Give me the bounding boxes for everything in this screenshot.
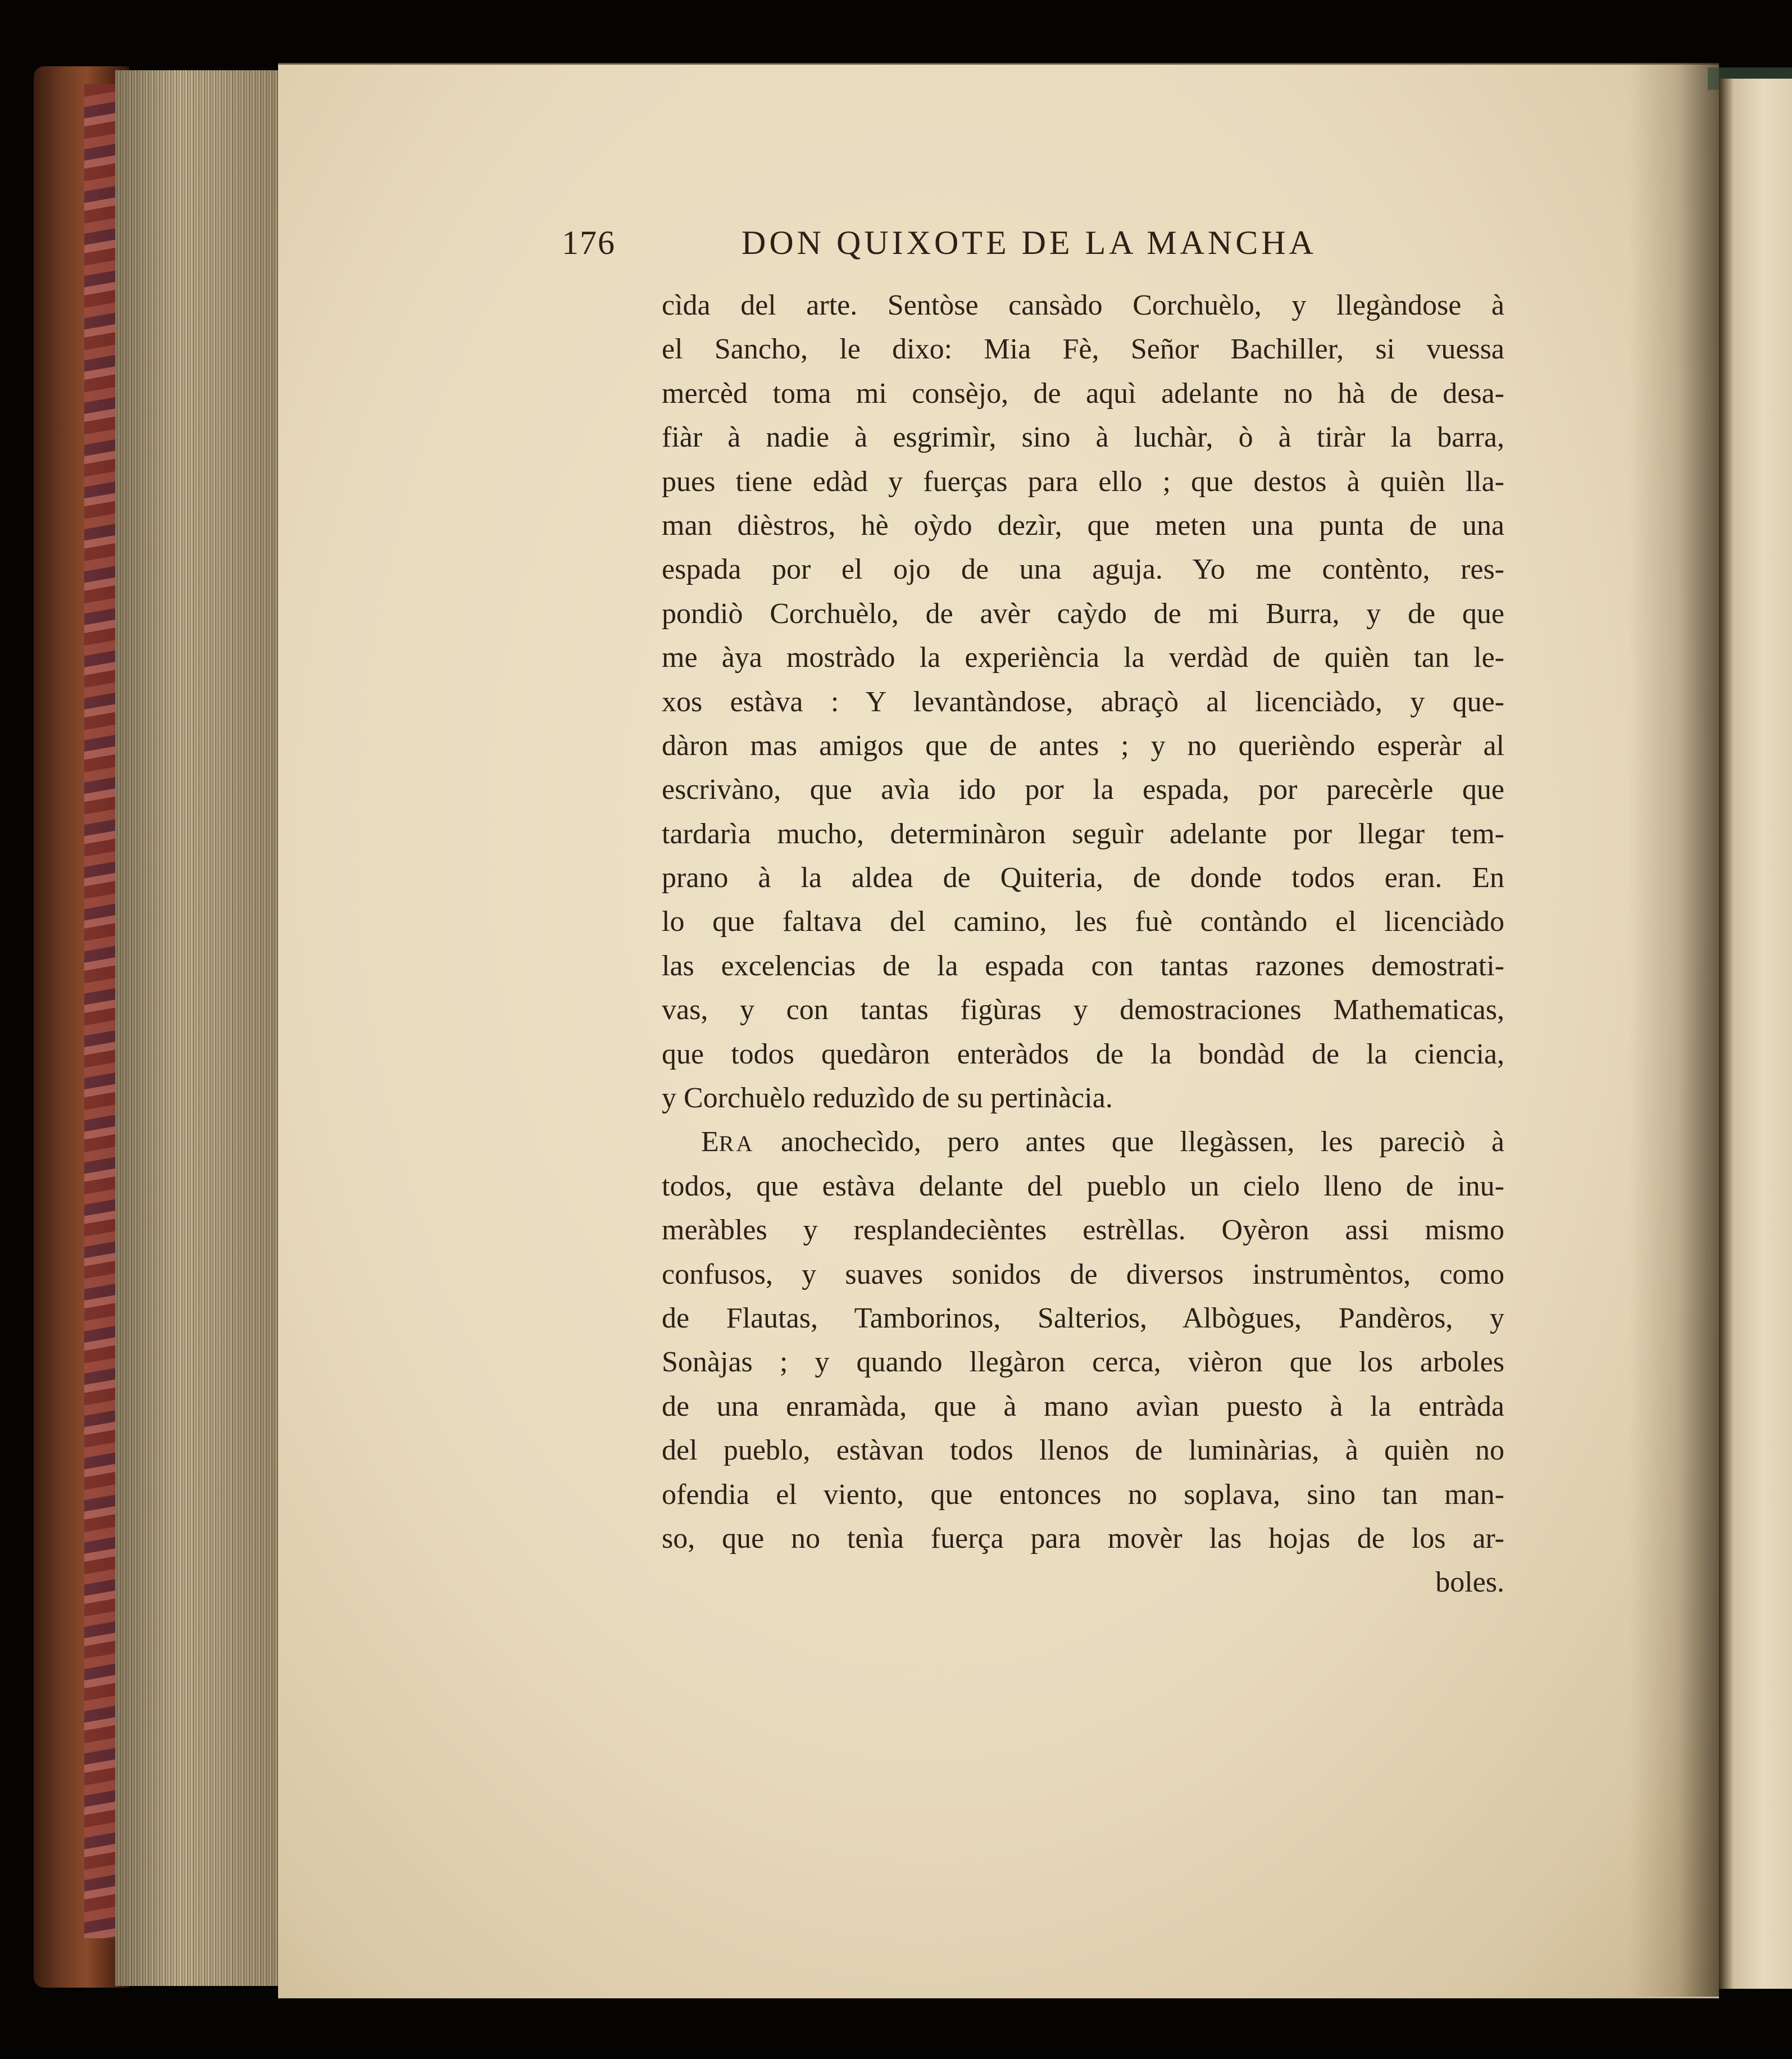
initial-letter: E <box>701 1126 719 1158</box>
text-line: xos estàva : Y levantàndose, abraçò al licenciàdo, y que- <box>662 685 1504 718</box>
text-line: lo que faltava del camino, les fuè contàndo el licenciàdo <box>662 906 1504 938</box>
text-line: man dièstros, hè oỳdo dezìr, que meten una punta de una <box>662 509 1504 542</box>
text-line: escrivàno, que avìa ido por la espada, por parecèrle que <box>662 774 1504 806</box>
page-gutter <box>1629 63 1719 1997</box>
text-line: meràbles y resplandecièntes estrèllas. Oyèron assi mismo <box>662 1214 1504 1247</box>
facing-page-edge <box>1719 79 1792 1989</box>
paragraph-opening-line <box>662 1120 1504 1164</box>
text-line: me àya mostràdo la experiència la verdàd de quièn tan le- <box>662 642 1504 674</box>
running-head: DON QUIXOTE DE LA MANCHA <box>742 224 1317 261</box>
text-line: cìda del arte. Sentòse cansàdo Corchuèlo, y llegàndose à <box>662 289 1504 321</box>
text-line: y Corchuèlo reduzìdo de su pertinàcia. <box>662 1082 1113 1115</box>
page-number: 176 <box>562 224 616 261</box>
text-line: fiàr à nadie à esgrimìr, sino à luchàr, ò à tiràr la barra, <box>662 421 1504 454</box>
text-line: Sonàjas ; y quando llegàron cerca, vièron que los arboles <box>662 1346 1504 1379</box>
paragraph-1 <box>662 284 1504 1120</box>
text-line: vas, y con tantas figùras y demostraciones Mathematicas, <box>662 994 1504 1026</box>
text-line: pues tiene edàd y fuerças para ello ; que destos à quièn lla- <box>662 465 1504 498</box>
text-line: dàron mas amigos que de antes ; y no querièndo esperàr al <box>662 729 1504 762</box>
text-line: del pueblo, estàvan todos llenos de luminàrias, à quièn no <box>662 1434 1504 1467</box>
page-header <box>562 224 1427 274</box>
text-line: de Flautas, Tamborinos, Salterios, Albògues, Pandèros, y <box>662 1302 1504 1334</box>
body-text <box>662 284 1504 1605</box>
paragraph-2 <box>662 1120 1504 1561</box>
text-line: el Sancho, le dixo: Mia Fè, Señor Bachiller, si vuessa <box>662 333 1504 366</box>
text-line: espada por el ojo de una aguja. Yo me contènto, res- <box>662 553 1504 586</box>
text-line: ofendia el viento, que entonces no soplava, sino tan man- <box>662 1478 1504 1511</box>
text-line: so, que no tenìa fuerça para movèr las hojas de los ar- <box>662 1522 1504 1555</box>
opening-line-text: anochecìdo, pero antes que llegàssen, les pareciò à <box>780 1126 1504 1158</box>
text-line: de una enramàda, que à mano avìan puesto à la entràda <box>662 1390 1504 1422</box>
text-line: las excelencias de la espada con tantas razones demostrati- <box>662 949 1504 982</box>
text-line: todos, que estàva delante del pueblo un cielo lleno de inu- <box>662 1170 1504 1202</box>
marbled-endpaper <box>84 84 118 1938</box>
text-line: tardarìa mucho, determinàron seguìr adelante por llegar tem- <box>662 817 1504 850</box>
page-edges-shade <box>115 70 278 1986</box>
text-line: que todos quedàron enteràdos de la bondàd de la ciencia, <box>662 1038 1504 1070</box>
small-caps-word: RA <box>718 1131 755 1157</box>
text-line: prano à la aldea de Quiteria, de donde todos eran. En <box>662 862 1504 894</box>
catchword: boles. <box>1435 1566 1504 1599</box>
text-line: pondiò Corchuèlo, de avèr caỳdo de mi Burra, y de que <box>662 597 1504 630</box>
text-line: confusos, y suaves sonidos de diversos instrumèntos, como <box>662 1258 1504 1290</box>
text-line: mercèd toma mi consèjo, de aquì adelante no hà de desa- <box>662 377 1504 410</box>
